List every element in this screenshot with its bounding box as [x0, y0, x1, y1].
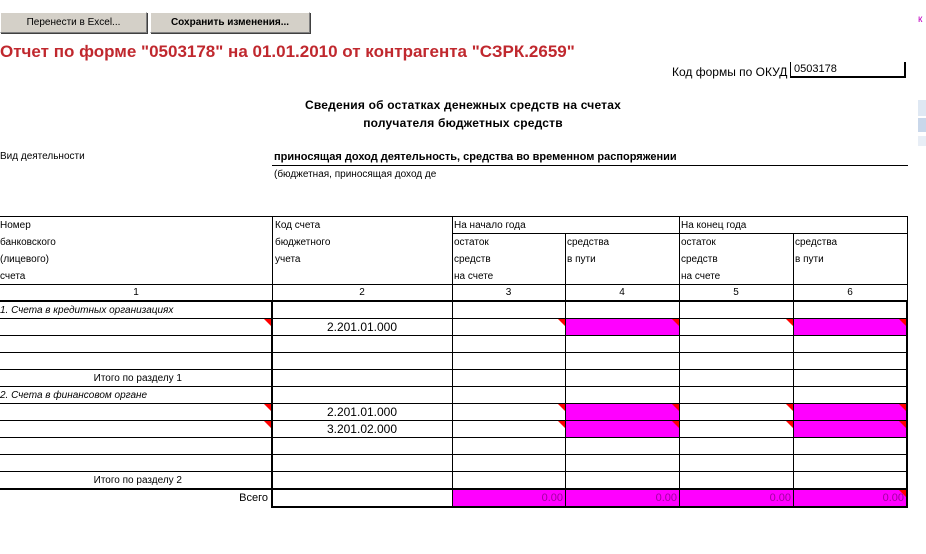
col-number-3: 3 — [505, 287, 512, 298]
section1-total-label: Итого по разделу 1 — [93, 373, 182, 384]
row-line-1 — [0, 318, 908, 319]
col-number-1: 1 — [133, 287, 139, 298]
section1-label: 1. Счета в кредитных организациях — [0, 305, 174, 316]
row-line-8 — [0, 437, 908, 438]
header-vline-end — [907, 216, 908, 301]
col5-header-l1: остаток — [681, 237, 716, 248]
grand-total-col4: 0.00 — [655, 492, 677, 504]
body-vline-3 — [452, 300, 453, 508]
row-line-7 — [0, 420, 908, 421]
row-line-9 — [0, 454, 908, 455]
col-number-6: 6 — [847, 287, 853, 298]
activity-hint: (бюджетная, приносящая доход де — [274, 169, 437, 180]
col5-header-l3: на счете — [681, 271, 721, 282]
export-excel-button[interactable]: Перенести в Excel... — [0, 12, 147, 33]
activity-underline — [272, 165, 908, 166]
comment-marker — [672, 319, 679, 326]
report-heading-line1: Сведения об остатках денежных средств на счетах — [304, 98, 622, 112]
col-number-5: 5 — [733, 287, 739, 298]
comment-marker — [672, 404, 679, 411]
col1-header-l1: Номер — [0, 220, 31, 231]
comment-marker — [558, 319, 565, 326]
okud-label: Код формы по ОКУД — [672, 65, 788, 79]
body-vline-5 — [679, 300, 680, 508]
col6-header-l2: в пути — [795, 254, 824, 265]
grand-total-col6: 0.00 — [882, 492, 904, 504]
activity-value[interactable]: приносящая доход деятельность, средства во временном распоряжении — [274, 151, 677, 163]
report-heading-line2: получателя бюджетных средств — [363, 116, 563, 130]
col2-header-l2: бюджетного — [275, 237, 331, 248]
row-line-2 — [0, 335, 908, 336]
cell-s2r1-col6[interactable] — [794, 404, 906, 420]
comment-marker — [672, 421, 679, 428]
row-line-4 — [0, 369, 908, 370]
grand-total-col5: 0.00 — [769, 492, 791, 504]
body-right-border — [906, 300, 908, 508]
start-year-header: На начало года — [454, 220, 526, 231]
row-line-5 — [0, 386, 908, 387]
section2-account-code-2[interactable]: 3.201.02.000 — [326, 422, 398, 436]
report-title: Отчет по форме "0503178" на 01.01.2010 от контрагента "СЗРК.2659" — [0, 42, 575, 61]
comment-marker — [899, 421, 906, 428]
body-bottom-border — [272, 506, 908, 508]
row-line-3 — [0, 352, 908, 353]
col2-header-l1: Код счета — [275, 220, 321, 231]
comment-marker — [558, 421, 565, 428]
comment-marker — [786, 319, 793, 326]
header-top-line — [0, 216, 908, 217]
col3-header-l3: на счете — [454, 271, 494, 282]
comment-marker — [899, 319, 906, 326]
comment-marker — [264, 319, 271, 326]
side-link[interactable]: к — [918, 14, 923, 25]
comment-marker — [899, 404, 906, 411]
comment-marker — [264, 404, 271, 411]
save-changes-button[interactable]: Сохранить изменения... — [150, 12, 310, 33]
section1-account-code[interactable]: 2.201.01.000 — [326, 320, 398, 334]
okud-field[interactable]: 0503178 — [790, 62, 906, 78]
cell-s2r1-col4[interactable] — [566, 404, 679, 420]
cell-s2r2-col6[interactable] — [794, 421, 906, 437]
comment-marker — [786, 421, 793, 428]
section2-total-label: Итого по разделу 2 — [93, 475, 182, 486]
section2-label: 2. Счета в финансовом органе — [0, 390, 148, 401]
comment-marker — [786, 404, 793, 411]
row-line-6 — [0, 403, 908, 404]
side-strip-3 — [918, 136, 926, 146]
col6-header-l1: средства — [795, 237, 838, 248]
col3-header-l2: средств — [454, 254, 491, 265]
col2-header-l3: учета — [275, 254, 301, 265]
col-number-4: 4 — [619, 287, 625, 298]
activity-label: Вид деятельности — [0, 151, 85, 162]
end-year-header: На конец года — [681, 220, 747, 231]
col1-header-l2: банковского — [0, 237, 56, 248]
comment-marker — [264, 421, 271, 428]
col4-header-l1: средства — [567, 237, 610, 248]
col4-header-l2: в пути — [567, 254, 596, 265]
body-top-border — [0, 300, 908, 302]
cell-s1-col6[interactable] — [794, 319, 906, 335]
col5-header-l2: средств — [681, 254, 718, 265]
header-sub-line — [452, 233, 908, 234]
cell-s1-col4[interactable] — [566, 319, 679, 335]
header-bottom-line — [0, 284, 908, 285]
col-number-2: 2 — [359, 287, 365, 298]
grand-total-label: Всего — [239, 492, 268, 504]
section2-account-code-1[interactable]: 2.201.01.000 — [326, 405, 398, 419]
comment-marker — [558, 404, 565, 411]
grand-total-col3: 0.00 — [541, 492, 563, 504]
cell-s2r2-col4[interactable] — [566, 421, 679, 437]
col1-header-l3: (лицевого) — [0, 254, 50, 265]
col1-header-l4: счета — [0, 271, 26, 282]
row-line-10 — [0, 471, 908, 472]
col3-header-l1: остаток — [454, 237, 489, 248]
